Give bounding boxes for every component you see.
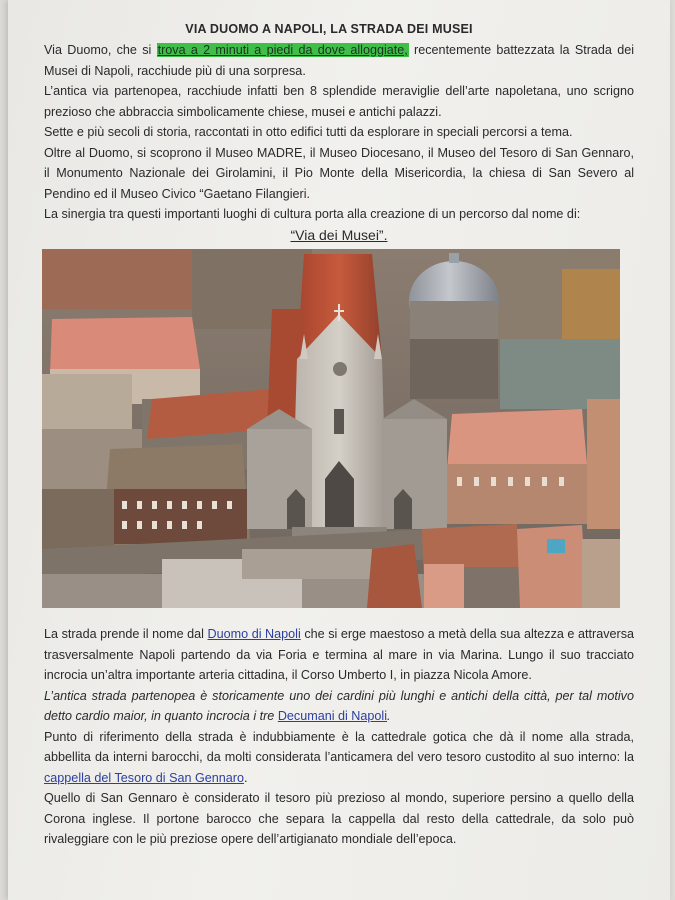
cappella-tesoro-link[interactable]: cappella del Tesoro di San Gennaro	[44, 770, 245, 785]
body-p1-end: che si erge maestoso a metà della sua altezza e attraversa trasversalmente Napoli partendo da via Foria e termina al mare in via Marina. Lungo il suo tracciato incrocia un’altra importante arteria cittadina, il Corso Umberto I, in piazza Nicola Amore.	[44, 627, 635, 682]
route-name	[44, 225, 634, 246]
body-p2-end: .	[387, 709, 391, 723]
intro-paragraph-4: Oltre al Duomo, si scoprono il Museo MADRE, il Museo Diocesano, il Museo del Tesoro di San Gennaro, il Monumento Nazionale dei Girolamini, il Pio Monte della Misericordia, la chiesa di San Severo al Pendino ed il Museo Civico “Gaetano Filangieri.	[44, 145, 634, 201]
intro-p1-start: Via Duomo, che si	[44, 43, 157, 57]
intro-paragraph-3: Sette e più secoli di storia, raccontati in otto edifici tutti da esplorare in speciali percorsi a tema.	[44, 125, 573, 139]
highlighted-phrase: trova a 2 minuti a piedi da dove alloggiate,	[157, 43, 408, 57]
page-title: VIA DUOMO A NAPOLI, LA STRADA DEI MUSEI	[185, 22, 473, 36]
intro-paragraph-5: La sinergia tra questi importanti luoghi di cultura porta alla creazione di un percorso dal nome di:	[44, 207, 581, 221]
body-paragraph-2	[44, 686, 634, 727]
intro-paragraph-2: L’antica via partenopea, racchiude infatti ben 8 splendide meraviglie dell’arte napoletana, uno scrigno prezioso che abbraccia simbolicamente chiese, musei e antichi palazzi.	[44, 84, 634, 119]
intro-p1-end: recentemente battezzata la Strada dei Musei di Napoli, racchiude più di una sorpresa.	[44, 43, 635, 78]
document-page	[8, 0, 670, 900]
intro-paragraph-1	[44, 40, 634, 81]
body-p3-end: .	[244, 770, 248, 785]
body-p3-start: Punto di riferimento della strada è indubbiamente è la cattedrale gotica che dà il nome alla strada, abbellita da interni barocchi, da molti considerata l’anticamera del vero tesoro custodito al suo interno: la	[44, 729, 634, 764]
body-p2-start: L’antica strada partenopea è storicamente uno dei cardini più lunghi e antichi della città, per tal motivo detto cardio maior, in quanto incrocia i tre	[44, 688, 634, 723]
body-paragraph-4: Quello di San Gennaro è considerato il tesoro più prezioso al mondo, superiore persino a quello della Corona inglese. Il portone barocco che separa la cappella dal resto della cattedrale, da solo può rivaleggiare con le più preziose opere dell’artigianato mondiale dell’epoca.	[44, 791, 634, 846]
duomo-di-napoli-link[interactable]: Duomo di Napoli	[207, 627, 301, 641]
body-p1-start: La strada prende il nome dal	[44, 627, 208, 641]
body-paragraph-1	[44, 624, 634, 686]
route-name-text: “Via dei Musei”.	[290, 226, 388, 243]
decumani-di-napoli-link[interactable]: Decumani di Napoli	[277, 709, 388, 723]
intro-text	[44, 40, 634, 245]
duomo-aerial-photo	[42, 249, 620, 608]
body-text	[44, 624, 634, 850]
body-paragraph-3	[44, 727, 634, 789]
